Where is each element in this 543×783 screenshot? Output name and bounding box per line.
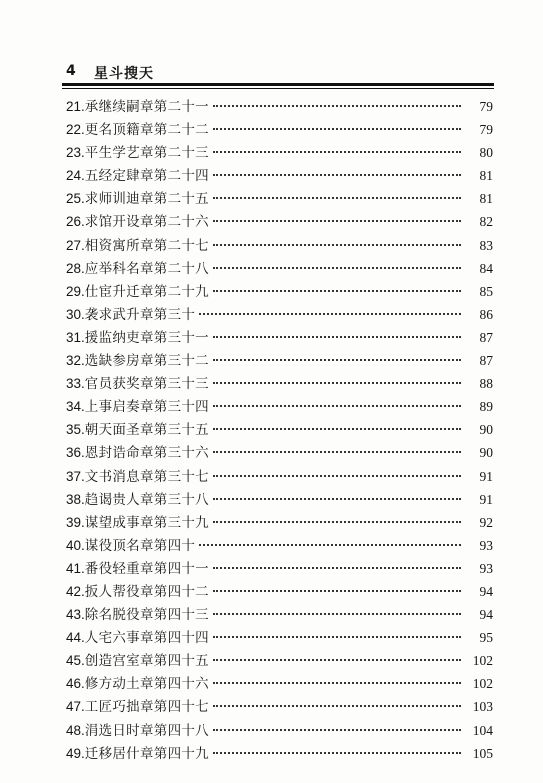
dot-leader bbox=[213, 382, 461, 384]
entry-title: 涓选日时章第四十八 bbox=[84, 722, 209, 739]
entry-title: 官员获奖章第三十三 bbox=[84, 376, 209, 393]
dot-leader bbox=[213, 451, 461, 453]
dot-leader bbox=[213, 290, 461, 292]
entry-page-number: 87 bbox=[479, 329, 493, 345]
entry-page-number: 92 bbox=[479, 514, 493, 530]
toc-entry bbox=[66, 326, 493, 349]
entry-number: 46. bbox=[66, 676, 85, 692]
entry-page-number: 103 bbox=[472, 699, 493, 715]
dot-leader bbox=[213, 498, 461, 500]
entry-number: 27. bbox=[66, 237, 85, 253]
dot-leader bbox=[213, 174, 461, 176]
dot-leader bbox=[213, 405, 461, 407]
toc-entry bbox=[66, 418, 493, 441]
toc-entry bbox=[66, 118, 493, 141]
entry-page-number: 102 bbox=[472, 676, 493, 692]
toc-entry bbox=[66, 719, 493, 742]
entry-number: 35. bbox=[66, 422, 85, 438]
toc-entry bbox=[66, 164, 493, 187]
entry-page-number: 105 bbox=[472, 745, 493, 761]
entry-page-number: 88 bbox=[479, 376, 493, 392]
entry-page-number: 85 bbox=[479, 283, 493, 299]
entry-number: 30. bbox=[66, 306, 85, 322]
entry-page-number: 89 bbox=[479, 399, 493, 415]
entry-page-number: 80 bbox=[479, 145, 493, 161]
entry-page-number: 79 bbox=[479, 99, 493, 114]
entry-title: 援监纳吏章第三十一 bbox=[84, 329, 209, 346]
toc-entry bbox=[66, 695, 493, 718]
entry-number: 32. bbox=[66, 353, 85, 369]
dot-leader bbox=[199, 544, 461, 546]
entry-title: 袭求武升章第三十 bbox=[84, 306, 196, 323]
entry-title: 求师训迪章第二十五 bbox=[84, 191, 209, 208]
entry-page-number: 82 bbox=[479, 214, 493, 230]
entry-page-number: 102 bbox=[472, 653, 493, 669]
entry-number: 44. bbox=[66, 630, 85, 646]
entry-page-number: 94 bbox=[479, 607, 493, 623]
entry-number: 25. bbox=[66, 191, 85, 207]
entry-title: 迁移居什章第四十九 bbox=[84, 745, 209, 762]
entry-page-number: 93 bbox=[479, 537, 493, 553]
entry-title: 选缺参房章第三十二 bbox=[84, 353, 209, 370]
dot-leader bbox=[213, 521, 461, 523]
entry-title: 平生学艺章第二十三 bbox=[84, 145, 209, 162]
book-title: 星斗搜天 bbox=[94, 66, 154, 82]
toc-entry bbox=[66, 534, 493, 557]
entry-number: 43. bbox=[66, 607, 85, 623]
dot-leader bbox=[213, 105, 461, 107]
entry-number: 39. bbox=[66, 514, 85, 530]
entry-page-number: 90 bbox=[479, 445, 493, 461]
toc-entry bbox=[66, 372, 493, 395]
entry-title: 相资寓所章第二十七 bbox=[84, 237, 209, 254]
toc-entry bbox=[66, 257, 493, 280]
entry-number: 28. bbox=[66, 260, 85, 276]
entry-page-number: 90 bbox=[479, 422, 493, 438]
entry-page-number: 91 bbox=[479, 491, 493, 507]
entry-title: 更名顶籍章第二十二 bbox=[84, 122, 209, 139]
entry-number: 48. bbox=[66, 722, 85, 738]
dot-leader bbox=[199, 313, 461, 315]
dot-leader bbox=[213, 636, 461, 638]
toc-entry bbox=[66, 210, 493, 233]
entry-title: 五经定肆章第二十四 bbox=[84, 168, 209, 185]
entry-number: 49. bbox=[66, 745, 85, 761]
entry-number: 33. bbox=[66, 376, 85, 392]
entry-number: 29. bbox=[66, 283, 85, 299]
toc-entry bbox=[66, 234, 493, 257]
entry-title: 番役轻重章第四十一 bbox=[84, 560, 209, 577]
entry-number: 31. bbox=[66, 329, 85, 345]
entry-title: 扳人帮役章第四十二 bbox=[84, 583, 209, 600]
entry-number: 36. bbox=[66, 445, 85, 461]
entry-title: 文书消息章第三十七 bbox=[84, 468, 209, 485]
dot-leader bbox=[213, 567, 461, 569]
entry-page-number: 86 bbox=[479, 306, 493, 322]
entry-number: 45. bbox=[66, 653, 85, 669]
entry-title: 谋望成事章第三十九 bbox=[84, 514, 209, 531]
entry-page-number: 95 bbox=[479, 630, 493, 646]
entry-title: 创造宫室章第四十五 bbox=[84, 653, 209, 670]
entry-number: 47. bbox=[66, 699, 85, 715]
dot-leader bbox=[213, 659, 461, 661]
dot-leader bbox=[213, 729, 461, 731]
dot-leader bbox=[213, 197, 461, 199]
entry-number: 24. bbox=[66, 168, 85, 184]
entry-number: 37. bbox=[66, 468, 85, 484]
toc-entry bbox=[66, 395, 493, 418]
dot-leader bbox=[213, 705, 461, 707]
entry-title: 仕宦升迁章第二十九 bbox=[84, 283, 209, 300]
dot-leader bbox=[213, 128, 461, 130]
toc-entry bbox=[66, 349, 493, 372]
entry-title: 谋役顶名章第四十 bbox=[84, 537, 196, 554]
entry-title: 朝天面圣章第三十五 bbox=[84, 422, 209, 439]
toc-entry bbox=[66, 465, 493, 488]
dot-leader bbox=[213, 151, 461, 153]
entry-number: 40. bbox=[66, 537, 85, 553]
dot-leader bbox=[213, 428, 461, 430]
entry-page-number: 81 bbox=[479, 191, 493, 207]
entry-page-number: 84 bbox=[479, 260, 493, 276]
entry-title: 趋谒贵人章第三十八 bbox=[84, 491, 209, 508]
toc-entry bbox=[66, 603, 493, 626]
dot-leader bbox=[213, 359, 461, 361]
entry-page-number: 104 bbox=[472, 722, 493, 738]
toc-entry bbox=[66, 441, 493, 464]
toc-entry bbox=[66, 626, 493, 649]
entry-page-number: 87 bbox=[479, 353, 493, 369]
entry-title: 求馆开设章第二十六 bbox=[84, 214, 209, 231]
header-rule-thick bbox=[62, 83, 494, 86]
entry-title: 承继续嗣章第二十一 bbox=[84, 99, 209, 115]
entry-page-number: 91 bbox=[479, 468, 493, 484]
toc-entry bbox=[66, 187, 493, 210]
toc-entry bbox=[66, 488, 493, 511]
entry-page-number: 81 bbox=[479, 168, 493, 184]
dot-leader bbox=[213, 336, 461, 338]
entry-number: 23. bbox=[66, 145, 85, 161]
page-header bbox=[66, 63, 491, 83]
entry-title: 人宅六事章第四十四 bbox=[84, 630, 209, 647]
entry-number: 22. bbox=[66, 122, 85, 138]
entry-number: 21. bbox=[66, 99, 85, 114]
toc-entry bbox=[66, 580, 493, 603]
toc-entry bbox=[66, 280, 493, 303]
entry-page-number: 79 bbox=[479, 122, 493, 138]
entry-page-number: 94 bbox=[479, 583, 493, 599]
dot-leader bbox=[213, 752, 461, 754]
dot-leader bbox=[213, 475, 461, 477]
entry-title: 除名脱役章第四十三 bbox=[84, 607, 209, 624]
toc-entry bbox=[66, 95, 493, 118]
entry-title: 修方动土章第四十六 bbox=[84, 676, 209, 693]
entry-title: 上事启奏章第三十四 bbox=[84, 399, 209, 416]
toc-entry bbox=[66, 303, 493, 326]
dot-leader bbox=[213, 220, 461, 222]
toc-entry bbox=[66, 511, 493, 534]
entry-number: 38. bbox=[66, 491, 85, 507]
toc-entry bbox=[66, 649, 493, 672]
dot-leader bbox=[213, 590, 461, 592]
entry-number: 26. bbox=[66, 214, 85, 230]
dot-leader bbox=[213, 682, 461, 684]
dot-leader bbox=[213, 613, 461, 615]
entry-number: 42. bbox=[66, 583, 85, 599]
toc-entry bbox=[66, 672, 493, 695]
header-rule-thin bbox=[62, 88, 494, 89]
toc-entry bbox=[66, 742, 493, 765]
toc-entry bbox=[66, 141, 493, 164]
dot-leader bbox=[213, 244, 461, 246]
toc-entry bbox=[66, 557, 493, 580]
entry-number: 41. bbox=[66, 560, 85, 576]
entry-title: 应举科名章第二十八 bbox=[84, 260, 209, 277]
entry-number: 34. bbox=[66, 399, 85, 415]
entry-page-number: 93 bbox=[479, 560, 493, 576]
entry-title: 恩封诰命章第三十六 bbox=[84, 445, 209, 462]
entry-title: 工匠巧拙章第四十七 bbox=[84, 699, 209, 716]
entry-page-number: 83 bbox=[479, 237, 493, 253]
page-number: 4 bbox=[66, 63, 76, 79]
dot-leader bbox=[213, 267, 461, 269]
table-of-contents bbox=[66, 95, 493, 765]
